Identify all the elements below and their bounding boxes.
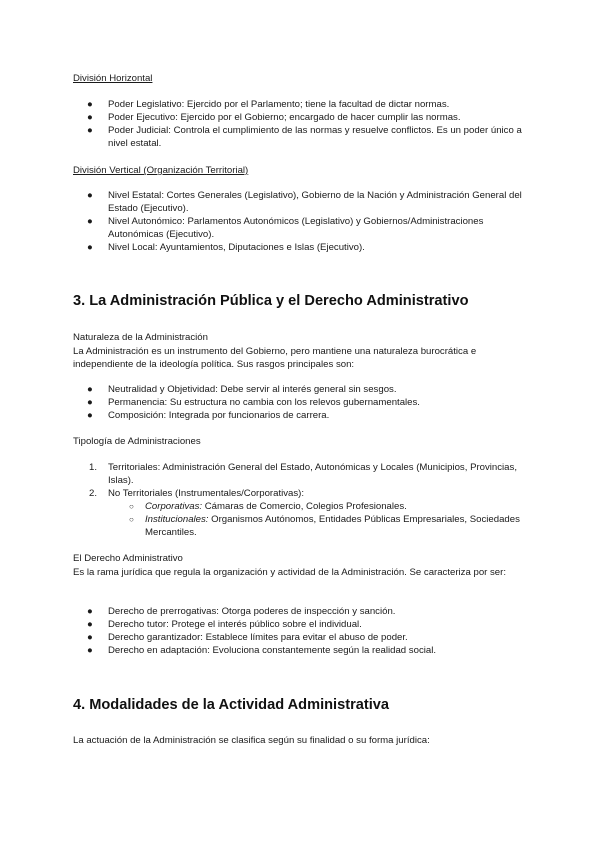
list-item-text: Territoriales: Administración General del Estado, Autonómicas y Locales (Municipios, Provincias, Islas).	[108, 462, 517, 486]
bullet-icon: ●	[87, 397, 93, 408]
list-item-text: Permanencia: Su estructura no cambia con los relevos gubernamentales.	[108, 397, 420, 408]
sub-list-item	[73, 500, 523, 513]
bullet-icon: ●	[87, 632, 93, 643]
derecho-heading: El Derecho Administrativo	[73, 553, 183, 564]
naturaleza-text: La Administración es un instrumento del Gobierno, pero mantiene una naturaleza burocrática e independiente de la ideología política. Sus rasgos principales son:	[73, 346, 477, 370]
list-number: 2.	[89, 488, 98, 499]
list-item-text: Nivel Estatal: Cortes Generales (Legislativo), Gobierno de la Nación y Administración General del Estado (Ejecutivo).	[108, 190, 522, 214]
list-item-text: Derecho de prerrogativas: Otorga poderes de inspección y sanción.	[108, 606, 396, 617]
tipologia-list	[73, 461, 523, 539]
sub-item-label: Institucionales:	[145, 514, 209, 525]
list-item	[73, 605, 523, 618]
horizontal-division-list	[73, 98, 523, 150]
list-item-text: Derecho en adaptación: Evoluciona constantemente según la realidad social.	[108, 645, 437, 656]
bullet-icon: ●	[87, 190, 93, 201]
list-item	[73, 644, 523, 657]
list-item	[73, 396, 523, 409]
vertical-division-heading: División Vertical (Organización Territorial)	[73, 165, 249, 176]
list-item	[73, 487, 523, 500]
list-item	[73, 124, 523, 150]
sub-item-label: Corporativas:	[145, 501, 203, 512]
list-item	[73, 631, 523, 644]
list-number: 1.	[89, 462, 98, 473]
list-item-text: Neutralidad y Objetividad: Debe servir al interés general sin sesgos.	[108, 384, 397, 395]
sub-item-text: Organismos Autónomos, Entidades Públicas Empresariales, Sociedades Mercantiles.	[145, 514, 520, 538]
bullet-icon: ●	[87, 125, 93, 136]
list-item-text: Composición: Integrada por funcionarios de carrera.	[108, 410, 330, 421]
bullet-icon: ●	[87, 410, 93, 421]
section-4-text: La actuación de la Administración se clasifica según su finalidad o su forma jurídica:	[73, 735, 430, 746]
list-item	[73, 189, 523, 215]
bullet-icon: ●	[87, 99, 93, 110]
list-item	[73, 241, 523, 254]
list-item-text: Nivel Autonómico: Parlamentos Autonómicos (Legislativo) y Gobiernos/Administraciones Autonómicas (Ejecutivo).	[108, 216, 484, 240]
circle-bullet-icon: ○	[129, 515, 134, 524]
derecho-list	[73, 605, 523, 657]
bullet-icon: ●	[87, 606, 93, 617]
naturaleza-heading: Naturaleza de la Administración	[73, 332, 208, 343]
list-item	[73, 409, 523, 422]
sub-item-text: Cámaras de Comercio, Colegios Profesionales.	[202, 501, 407, 512]
bullet-icon: ●	[87, 645, 93, 656]
list-item	[73, 618, 523, 631]
list-item-text: Nivel Local: Ayuntamientos, Diputaciones e Islas (Ejecutivo).	[108, 242, 365, 253]
naturaleza-list	[73, 383, 523, 422]
list-item	[73, 111, 523, 124]
list-item-text: No Territoriales (Instrumentales/Corporativas):	[108, 488, 305, 499]
list-item-text: Poder Ejecutivo: Ejercido por el Gobierno; encargado de hacer cumplir las normas.	[108, 112, 461, 123]
list-item-text: Derecho tutor: Protege el interés público sobre el individual.	[108, 619, 362, 630]
list-item-text: Poder Legislativo: Ejercido por el Parlamento; tiene la facultad de dictar normas.	[108, 99, 450, 110]
list-item-text: Derecho garantizador: Establece límites para evitar el abuso de poder.	[108, 632, 408, 643]
bullet-icon: ●	[87, 242, 93, 253]
list-item	[73, 98, 523, 111]
list-item	[73, 461, 523, 487]
section-4-title: 4. Modalidades de la Actividad Administrativa	[73, 697, 390, 713]
circle-bullet-icon: ○	[129, 502, 134, 511]
list-item	[73, 215, 523, 241]
bullet-icon: ●	[87, 216, 93, 227]
derecho-text: Es la rama jurídica que regula la organización y actividad de la Administración. Se caracteriza por ser:	[73, 567, 507, 578]
section-3-title: 3. La Administración Pública y el Derecho Administrativo	[73, 293, 469, 309]
vertical-division-list	[73, 189, 523, 254]
list-item-text: Poder Judicial: Controla el cumplimiento de las normas y resuelve conflictos. Es un poder único a nivel estatal.	[108, 125, 522, 149]
tipologia-heading: Tipología de Administraciones	[73, 436, 201, 447]
sub-list-item	[73, 513, 523, 539]
bullet-icon: ●	[87, 619, 93, 630]
list-item	[73, 383, 523, 396]
bullet-icon: ●	[87, 112, 93, 123]
horizontal-division-heading: División Horizontal	[73, 73, 153, 84]
bullet-icon: ●	[87, 384, 93, 395]
